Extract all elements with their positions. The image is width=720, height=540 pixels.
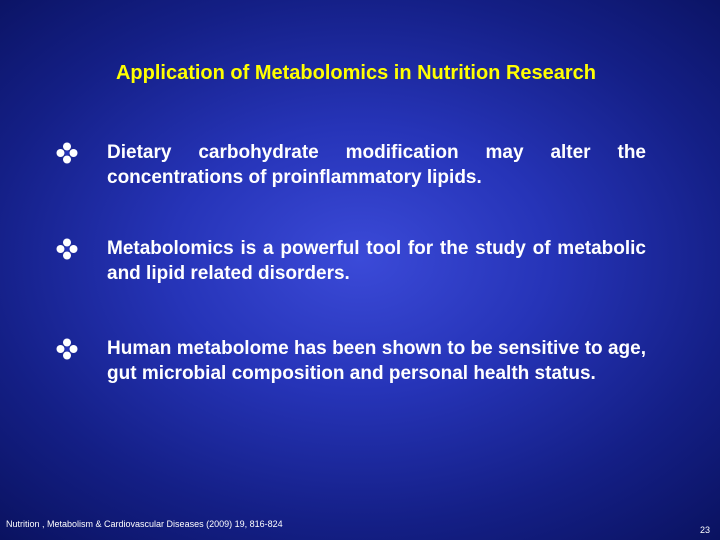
diamond-bullet-icon xyxy=(56,238,78,260)
page-number: 23 xyxy=(699,525,710,535)
bullet-text: Metabolomics is a powerful tool for the study of metabolic and lipid related disorders. xyxy=(107,238,646,284)
bullet-item xyxy=(56,140,656,200)
bullet-item xyxy=(56,336,656,426)
diamond-bullet-icon xyxy=(56,338,78,360)
slide-title: Application of Metabolomics in Nutrition Research xyxy=(115,62,597,84)
citation: Nutrition , Metabolism & Cardiovascular Diseases (2009) 19, 816-824 xyxy=(6,519,283,529)
bullet-text: Human metabolome has been shown to be sensitive to age, gut microbial composition and personal health status. xyxy=(107,338,646,384)
bullet-text: Dietary carbohydrate modification may alter the concentrations of proinflammatory lipids. xyxy=(107,142,646,188)
bullet-item xyxy=(56,236,656,296)
diamond-bullet-icon xyxy=(56,142,78,164)
